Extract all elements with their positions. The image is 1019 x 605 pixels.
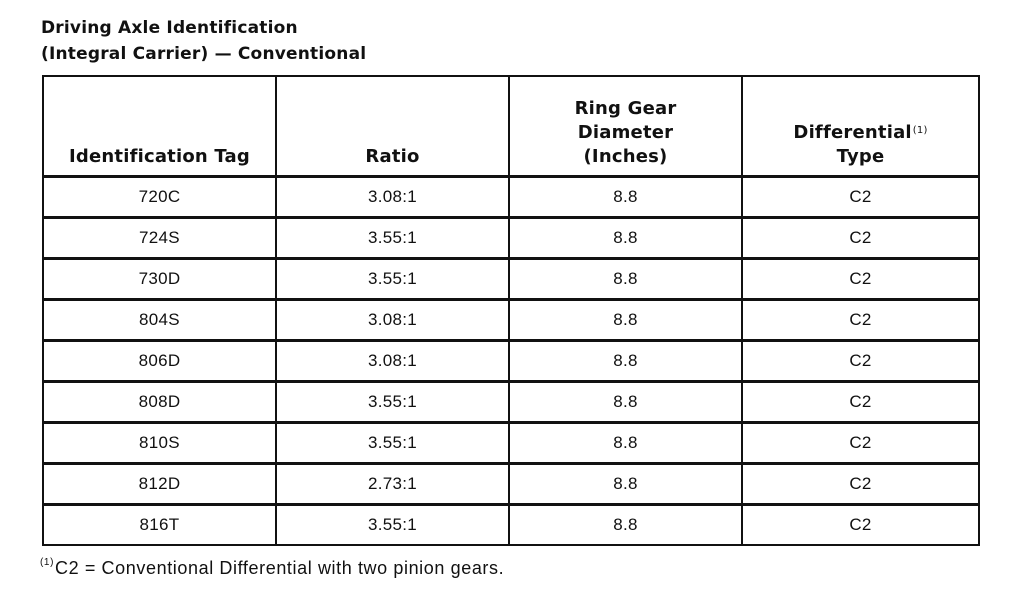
header-row bbox=[43, 76, 979, 177]
header-differential-type bbox=[742, 76, 979, 177]
header-differential-line2: Type bbox=[836, 146, 885, 167]
cell-ratio: 3.55:1 bbox=[276, 423, 509, 464]
header-ratio-label: Ratio bbox=[365, 146, 420, 167]
footnote-marker: (1) bbox=[40, 557, 55, 568]
cell-ratio: 3.55:1 bbox=[276, 505, 509, 546]
cell-ratio: 3.08:1 bbox=[276, 341, 509, 382]
footnote bbox=[40, 558, 504, 579]
cell-differential-type: C2 bbox=[742, 300, 979, 341]
table-row bbox=[43, 464, 979, 505]
cell-ring-gear-diameter: 8.8 bbox=[509, 300, 742, 341]
cell-ring-gear-diameter: 8.8 bbox=[509, 464, 742, 505]
cell-differential-type: C2 bbox=[742, 382, 979, 423]
cell-differential-type: C2 bbox=[742, 259, 979, 300]
table-row bbox=[43, 382, 979, 423]
axle-identification-table bbox=[42, 75, 980, 546]
cell-differential-type: C2 bbox=[742, 423, 979, 464]
cell-identification-tag: 810S bbox=[43, 423, 276, 464]
cell-ratio: 3.55:1 bbox=[276, 382, 509, 423]
table-row bbox=[43, 341, 979, 382]
cell-identification-tag: 808D bbox=[43, 382, 276, 423]
header-ring-gear-line3: (Inches) bbox=[583, 146, 668, 167]
header-ring-gear-line1: Ring Gear bbox=[574, 98, 677, 119]
document-title: Driving Axle Identification bbox=[41, 18, 298, 38]
cell-differential-type: C2 bbox=[742, 177, 979, 218]
cell-identification-tag: 816T bbox=[43, 505, 276, 546]
footnote-text: C2 = Conventional Differential with two pinion gears. bbox=[55, 558, 505, 578]
cell-identification-tag: 720C bbox=[43, 177, 276, 218]
cell-ring-gear-diameter: 8.8 bbox=[509, 423, 742, 464]
table-row bbox=[43, 177, 979, 218]
header-identification-tag-label: Identification Tag bbox=[68, 146, 250, 167]
cell-ring-gear-diameter: 8.8 bbox=[509, 177, 742, 218]
header-ratio bbox=[276, 76, 509, 177]
header-differential-label: Differential bbox=[793, 122, 912, 143]
table-row bbox=[43, 259, 979, 300]
table-row bbox=[43, 218, 979, 259]
cell-identification-tag: 730D bbox=[43, 259, 276, 300]
table-header bbox=[43, 76, 979, 177]
cell-ring-gear-diameter: 8.8 bbox=[509, 382, 742, 423]
header-ring-gear-line2: Diameter bbox=[577, 122, 674, 143]
cell-identification-tag: 804S bbox=[43, 300, 276, 341]
header-identification-tag bbox=[43, 76, 276, 177]
header-ring-gear-diameter bbox=[509, 76, 742, 177]
cell-ring-gear-diameter: 8.8 bbox=[509, 218, 742, 259]
cell-ring-gear-diameter: 8.8 bbox=[509, 259, 742, 300]
table-row bbox=[43, 423, 979, 464]
cell-ring-gear-diameter: 8.8 bbox=[509, 505, 742, 546]
cell-ratio: 3.08:1 bbox=[276, 177, 509, 218]
cell-differential-type: C2 bbox=[742, 341, 979, 382]
cell-identification-tag: 806D bbox=[43, 341, 276, 382]
cell-differential-type: C2 bbox=[742, 218, 979, 259]
cell-ratio: 2.73:1 bbox=[276, 464, 509, 505]
table-row bbox=[43, 300, 979, 341]
cell-ratio: 3.55:1 bbox=[276, 218, 509, 259]
table-body bbox=[43, 177, 979, 546]
cell-differential-type: C2 bbox=[742, 464, 979, 505]
document-subtitle: (Integral Carrier) — Conventional bbox=[41, 44, 367, 64]
header-differential-line1 bbox=[743, 121, 978, 145]
cell-ratio: 3.55:1 bbox=[276, 259, 509, 300]
cell-identification-tag: 812D bbox=[43, 464, 276, 505]
cell-ratio: 3.08:1 bbox=[276, 300, 509, 341]
table-row bbox=[43, 505, 979, 546]
cell-differential-type: C2 bbox=[742, 505, 979, 546]
cell-identification-tag: 724S bbox=[43, 218, 276, 259]
cell-ring-gear-diameter: 8.8 bbox=[509, 341, 742, 382]
header-differential-footnote-marker: (1) bbox=[912, 125, 928, 136]
